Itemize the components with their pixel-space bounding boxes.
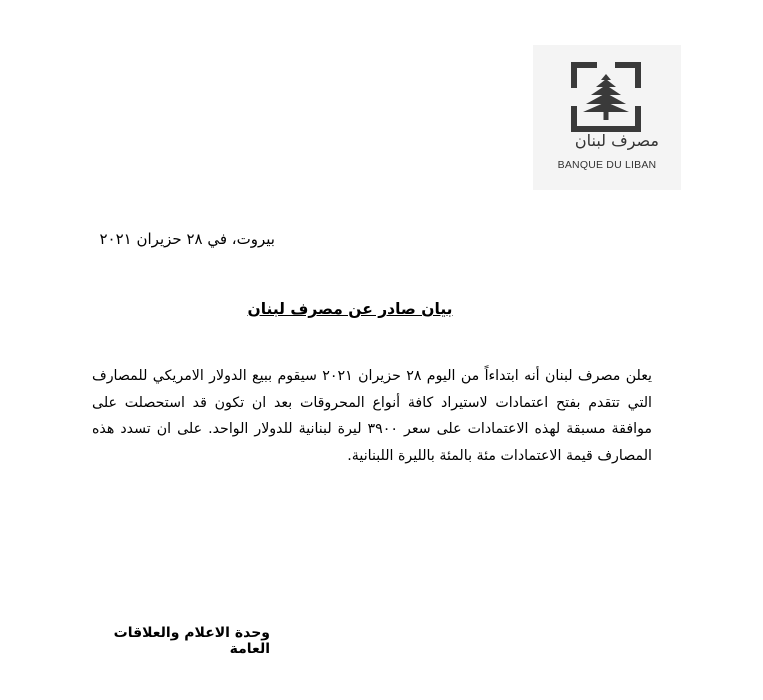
letterhead-logo (533, 45, 681, 190)
cedar-tree-icon (571, 62, 641, 132)
signature: وحدة الاعلام والعلاقات العامة (113, 625, 270, 657)
bank-name-arabic: مصرف لبنان (574, 131, 659, 150)
document-date: بيروت، في ٢٨ حزيران ٢٠٢١ (99, 230, 275, 248)
document-body: يعلن مصرف لبنان أنه ابتداءاً من اليوم ٢٨ حزيران ٢٠٢١ سيقوم ببيع الدولار الامريكي للمصارف التي تتقدم بفتح اعتمادات لاستيراد كافة أنواع المحروقات بعد ان تكون قد استحصلت على موافقة مسبقة لهذه الاعتمادات على سعر ٣٩٠٠ ليرة لبنانية للدولار الواحد. على ان تسدد هذه المصارف قيمة الاعتمادات مئة بالمئة بالليرة اللبنانية. (92, 368, 652, 464)
bank-name-latin: BANQUE DU LIBAN (557, 159, 657, 171)
document-title: بيان صادر عن مصرف لبنان (247, 300, 453, 318)
